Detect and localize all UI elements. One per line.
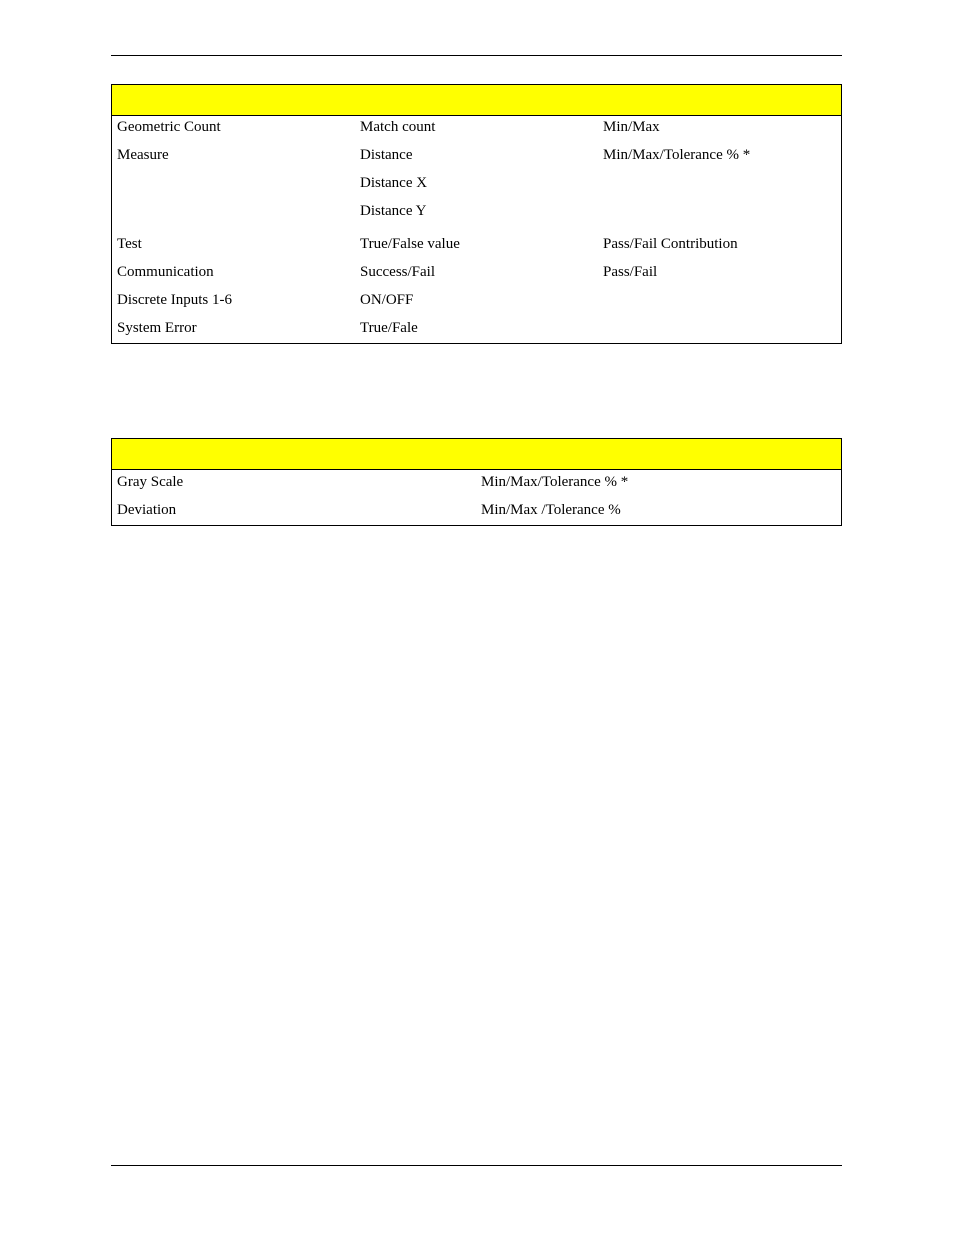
table-row — [112, 471, 841, 493]
table-header-bar — [112, 85, 841, 116]
table-cell: Match count — [360, 119, 436, 135]
table-cell: Success/Fail — [360, 264, 435, 280]
table-cell: Distance — [360, 147, 413, 163]
table-row — [112, 261, 841, 283]
results-table — [111, 84, 842, 344]
table-cell: Min/Max — [603, 119, 660, 135]
table-header-bar — [112, 439, 841, 470]
table-cell: Distance Y — [360, 203, 427, 219]
table-cell: ON/OFF — [360, 292, 414, 308]
page-top-rule — [111, 55, 842, 56]
table-row — [112, 200, 841, 222]
table-cell: Communication — [117, 264, 214, 280]
table-row — [112, 144, 841, 166]
table-cell: Pass/Fail — [603, 264, 658, 280]
table-cell: Gray Scale — [117, 474, 184, 490]
table-cell: System Error — [117, 320, 197, 336]
table-cell: Discrete Inputs 1-6 — [117, 292, 232, 308]
table-row — [112, 172, 841, 194]
table-row — [112, 116, 841, 138]
table-row — [112, 289, 841, 311]
table-cell: True/False value — [360, 236, 460, 252]
table-cell: Distance X — [360, 175, 428, 191]
table-cell: Deviation — [117, 502, 177, 518]
table-row — [112, 233, 841, 255]
table-row — [112, 317, 841, 339]
table-cell: Measure — [117, 147, 169, 163]
table-cell: Pass/Fail Contribution — [603, 236, 738, 252]
table-cell: Min/Max /Tolerance % — [481, 502, 621, 518]
table-cell: True/Fale — [360, 320, 418, 336]
tolerance-table — [111, 438, 842, 526]
table-row — [112, 499, 841, 521]
page-bottom-rule — [111, 1165, 842, 1166]
table-cell: Min/Max/Tolerance % * — [481, 474, 629, 490]
table-cell: Min/Max/Tolerance % * — [603, 147, 751, 163]
table-cell: Geometric Count — [117, 119, 221, 135]
table-cell: Test — [117, 236, 142, 252]
